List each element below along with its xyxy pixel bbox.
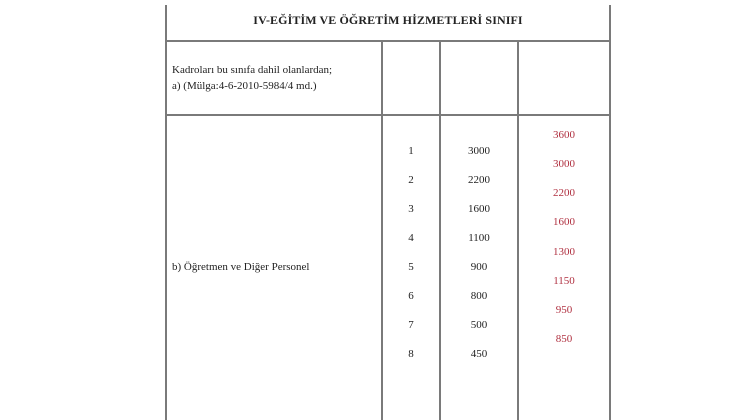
degree-cell: 8 [408,348,414,360]
value-cell: 3000 [468,145,490,157]
value-cell: 800 [470,290,488,302]
degree-cell: 5 [408,261,414,273]
new-value-cell: 3600 [553,129,575,141]
new-value-cell: 3000 [553,158,575,170]
value-cell: 500 [470,319,488,331]
table-title: IV-EĞİTİM VE ÖĞRETİM HİZMETLERİ SINIFI [253,13,523,27]
new-value-cell: 1300 [553,246,575,258]
row-a-bottom-border [165,114,611,116]
new-value-cell: 1600 [553,216,575,228]
section-a-repealed-note: a) (Mülga:4-6-2010-5984/4 md.) [172,80,317,92]
section-a-intro: Kadroları bu sınıfa dahil olanlardan; [172,64,333,76]
new-value-cell: 850 [555,333,573,345]
degree-cell: 6 [408,290,414,302]
degree-cell: 4 [408,232,414,244]
header-bottom-border [165,40,611,42]
table-left-border [165,5,167,420]
table-right-border [609,5,611,420]
value-cell: 450 [470,348,488,360]
degree-cell: 2 [408,174,414,186]
column-divider-3 [517,40,519,420]
degree-cell: 7 [408,319,414,331]
value-cell: 900 [470,261,488,273]
value-cell: 2200 [468,174,490,186]
degree-cell: 3 [408,203,414,215]
value-cell: 1100 [468,232,490,244]
new-value-cell: 2200 [553,187,575,199]
value-cell: 1600 [468,203,490,215]
new-value-cell: 950 [555,304,573,316]
new-value-cell: 1150 [553,275,575,287]
section-b-label: b) Öğretmen ve Diğer Personel [172,261,310,273]
column-divider-2 [439,40,441,420]
column-divider-1 [381,40,383,420]
degree-cell: 1 [408,145,414,157]
